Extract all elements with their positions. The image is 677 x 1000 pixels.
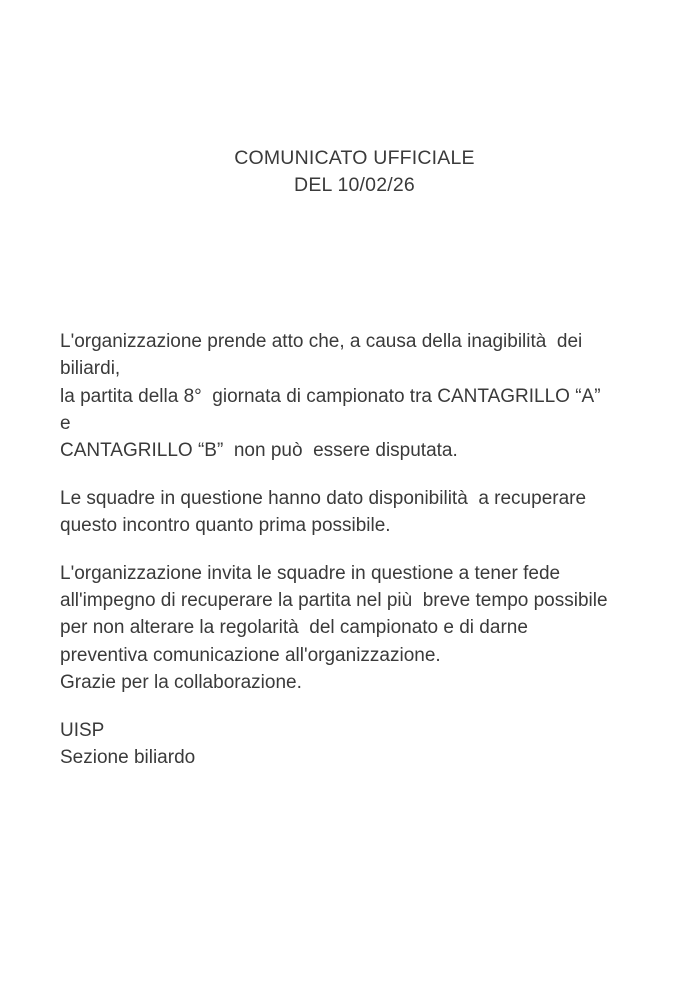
- paragraph-inagibilita: [60, 328, 649, 465]
- paragraph-disponibilita: [60, 485, 649, 540]
- text-line: L'organizzazione prende atto che, a causa della inagibilità dei: [60, 330, 583, 352]
- text-line: biliardi,: [60, 358, 121, 380]
- text-line: e: [60, 413, 71, 434]
- text-line: Le squadre in questione hanno dato disponibilità a recuperare: [60, 487, 587, 509]
- document-header: [16, 145, 677, 200]
- paragraph-invito: [60, 560, 649, 697]
- text-line: Grazie per la collaborazione.: [60, 672, 302, 694]
- signature-section: Sezione biliardo: [60, 747, 196, 769]
- text-line: preventiva comunicazione all'organizzazione.: [60, 644, 441, 666]
- text-line: L'organizzazione invita le squadre in questione a tener fede: [60, 562, 561, 584]
- document-title: COMUNICATO UFFICIALE: [234, 147, 475, 169]
- document-date: DEL 10/02/26: [294, 174, 415, 197]
- text-line: per non alterare la regolarità del campionato e di darne: [60, 617, 528, 639]
- signature-org: UISP: [60, 719, 105, 741]
- paragraph-signature: [60, 717, 649, 772]
- document-body: [60, 328, 649, 772]
- text-line: la partita della 8° giornata di campionato tra CANTAGRILLO “A”: [60, 385, 601, 407]
- text-line: questo incontro quanto prima possibile.: [60, 515, 391, 537]
- text-line: CANTAGRILLO “B” non può essere disputata.: [60, 440, 458, 462]
- text-line: all'impegno di recuperare la partita nel più breve tempo possibile: [60, 590, 608, 612]
